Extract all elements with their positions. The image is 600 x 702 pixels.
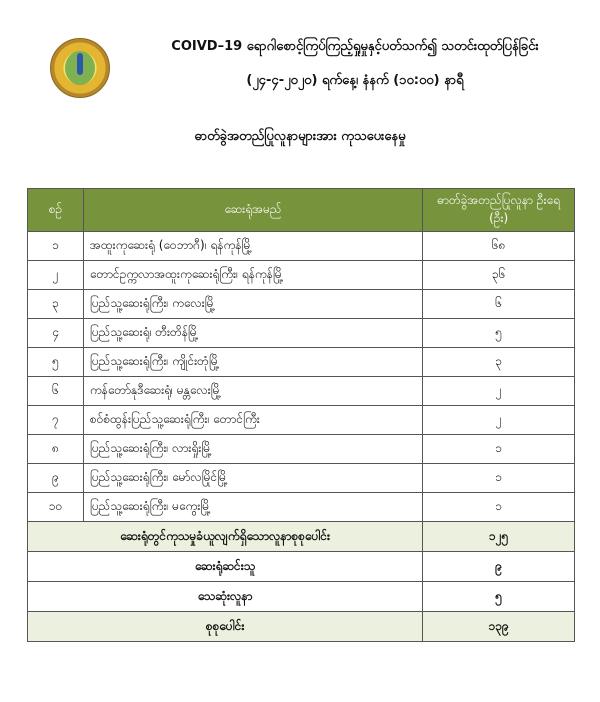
table-row [28,435,575,464]
table-row [28,464,575,493]
table-subtitle: ဓာတ်ခွဲအတည်ပြုလူနာများအား ကုသပေးနေမှု [194,129,406,144]
row-number: ၅ [28,348,84,377]
summary-label: စုစုပေါင်း [28,612,423,642]
hospital-name: စဝ်စံထွန်းပြည်သူ့ဆေးရုံကြီး၊ တောင်ကြီး [83,406,422,435]
summary-row [28,612,575,642]
table-row [28,290,575,319]
row-number: ၉ [28,464,84,493]
hospital-name: ပြည်သူ့ဆေးရုံကြီး၊ မကွေးမြို့ [83,493,422,522]
page-title: COIVD–19 ရောဂါစောင့်ကြပ်ကြည့်ရှုမှုနှင့်ပတ်သက်၍ သတင်းထုတ်ပြန်ခြင်း [171,39,539,54]
hospital-name: ကန်တော်နုဒီဆေးရုံ၊ မန္တလေးမြို့ [83,377,422,406]
hospital-table [27,188,575,642]
table-row [28,377,575,406]
patient-count: ၆ [423,290,575,319]
hospital-name: ပြည်သူ့ဆေးရုံ၊ တီးတိန်မြို့ [83,319,422,348]
table-row [28,232,575,261]
hospital-name: တောင်ဥက္ကလာအထူးကုဆေးရုံကြီး၊ ရန်ကုန်မြို့ [83,261,422,290]
row-number: ၈ [28,435,84,464]
patient-count: ၃၆ [423,261,575,290]
patient-count: ၁ [423,435,575,464]
summary-row [28,582,575,612]
patient-count: ၂ [423,377,575,406]
col-header-count: ဓာတ်ခွဲအတည်ပြုလူနာ ဦးရေ (ဦး) [423,189,575,232]
patient-count: ၅ [423,319,575,348]
table-row [28,319,575,348]
summary-row [28,522,575,552]
summary-row [28,552,575,582]
row-number: ၃ [28,290,84,319]
summary-value: ၁၂၅ [423,522,575,552]
table-row [28,261,575,290]
col-header-hospital: ဆေးရုံအမည် [83,189,422,232]
patient-count: ၁ [423,493,575,522]
summary-label: သေဆုံးလူနာ [28,582,423,612]
summary-value: ၉ [423,552,575,582]
summary-value: ၁၃၉ [423,612,575,642]
table-row [28,493,575,522]
hospital-name: ပြည်သူ့ဆေးရုံကြီး၊ မော်လမြိုင်မြို့ [83,464,422,493]
table-row [28,406,575,435]
hospital-name: အထူးကုဆေးရုံ (ဝေဘာဂီ)၊ ရန်ကုန်မြို့ [83,232,422,261]
row-number: ၂ [28,261,84,290]
row-number: ၄ [28,319,84,348]
hospital-name: ပြည်သူ့ဆေးရုံကြီး၊ လားရှိုးမြို့ [83,435,422,464]
patient-count: ၂ [423,406,575,435]
row-number: ၇ [28,406,84,435]
summary-value: ၅ [423,582,575,612]
ministry-logo [50,38,110,98]
patient-count: ၁ [423,464,575,493]
row-number: ၁၀ [28,493,84,522]
date-line: (၂၄-၄-၂၀၂၀) ရက်နေ့၊ နံနက် (၁၀:၀၀) နာရီ [246,73,464,88]
table-row [28,348,575,377]
col-header-no: စဉ် [28,189,84,232]
summary-label: ဆေးရုံတွင်ကုသမှုခံယူလျက်ရှိသောလူနာစုစုပေါင်း [28,522,423,552]
row-number: ၁ [28,232,84,261]
hospital-name: ပြည်သူ့ဆေးရုံကြီး၊ ကျိုင်းတုံမြို့ [83,348,422,377]
patient-count: ၃ [423,348,575,377]
hospital-name: ပြည်သူ့ဆေးရုံကြီး၊ ကလေးမြို့ [83,290,422,319]
row-number: ၆ [28,377,84,406]
patient-count: ၆၈ [423,232,575,261]
summary-label: ဆေးရုံဆင်းသူ [28,552,423,582]
